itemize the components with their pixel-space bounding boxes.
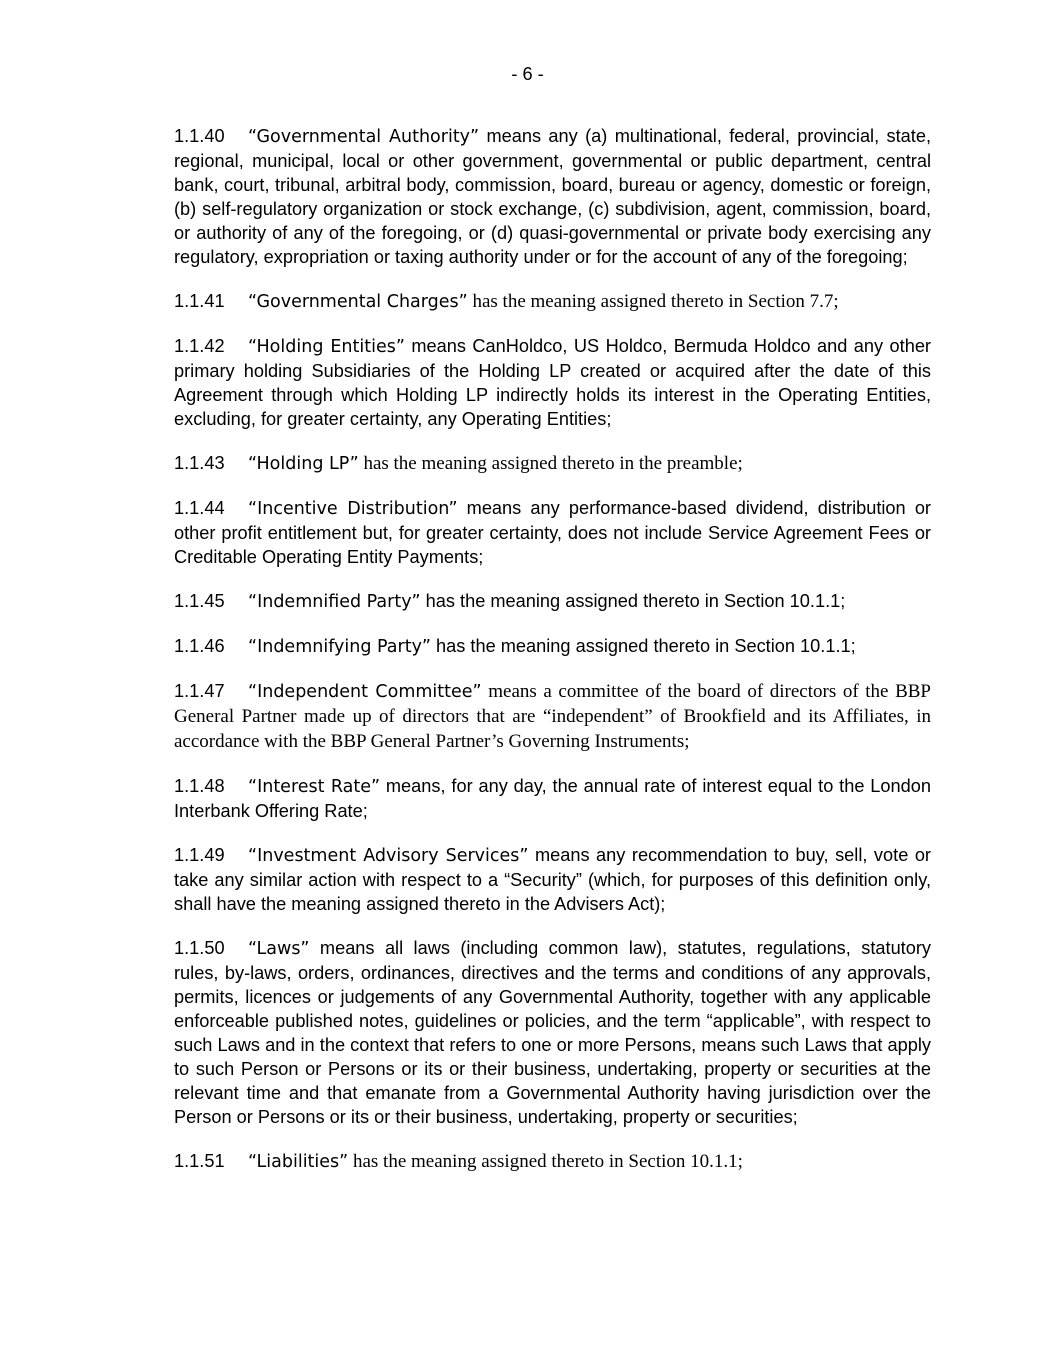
definition-number: 1.1.41 [174,291,225,311]
defined-term: “Incentive Distribution” [248,499,458,519]
definition-number: 1.1.50 [174,938,225,958]
definition-text: has the meaning assigned thereto in Section 7.7; [467,291,839,312]
page-number: - 6 - [511,64,544,84]
defined-term: “Interest Rate” [248,777,381,797]
definition-number: 1.1.44 [174,498,225,518]
definition-number: 1.1.48 [174,776,225,796]
defined-term: “Laws” [248,939,310,959]
definition-text: means a committee of the board of directors of the BBP General Partner made up of directors that are “independent” of Brookfield and its Affiliates, in accordance with the BBP General Partner’s Governing Instruments; [174,681,932,752]
definition-number: 1.1.40 [174,126,225,146]
definition-1-1-43 [174,451,931,476]
definition-1-1-48 [174,774,931,823]
definition-1-1-46 [174,634,931,659]
defined-term: “Independent Committee” [248,682,482,702]
defined-term: “Investment Advisory Services” [248,846,529,866]
definition-number: 1.1.47 [174,681,225,701]
definition-number: 1.1.51 [174,1151,225,1171]
definition-1-1-47 [174,679,931,754]
definition-text: has the meaning assigned thereto in Section 10.1.1; [420,591,846,611]
definition-text: has the meaning assigned thereto in the preamble; [358,453,743,474]
defined-term: “Holding LP” [248,454,359,474]
definition-1-1-50 [174,936,931,1129]
definition-1-1-42 [174,334,931,431]
definition-text: means CanHoldco, US Holdco, Bermuda Holdco and any other primary holding Subsidiaries of the Holding LP created or acquired after the date of this Agreement through which Holding LP indirectly holds its interest in the Operating Entities, excluding, for greater certainty, any Operating Entities; [174,336,931,429]
definition-text: means all laws (including common law), statutes, regulations, statutory rules, by-laws, orders, ordinances, directives and the terms and conditions of any approvals, permits, licences or judgements of any Governmental Authority, together with any applicable enforceable published notes, guidelines or policies, and the term “applicable”, with respect to such Laws and in the context that refers to one or more Persons, means such Laws that apply to such Person or Persons or its or their business, undertaking, property or securities at the relevant time and that emanate from a Governmental Authority having jurisdiction over the Person or Persons or its or their business, undertaking, property or securities; [174,938,931,1127]
defined-term: “Indemnified Party” [248,592,421,612]
definition-text: means any (a) multinational, federal, provincial, state, regional, municipal, local or other government, governmental or public department, central bank, court, tribunal, arbitral body, commission, board, bureau or agency, domestic or foreign, (b) self-regulatory organization or stock exchange, (c) subdivision, agent, commission, board, or authority of any of the foregoing, or (d) quasi-governmental or private body exercising any regulatory, expropriation or taxing authority under or for the account of any of the foregoing; [174,126,931,267]
definition-number: 1.1.49 [174,845,225,865]
definition-number: 1.1.46 [174,636,225,656]
defined-term: “Governmental Charges” [248,292,468,312]
definition-text: has the meaning assigned thereto in Section 10.1.1; [348,1151,743,1172]
definition-1-1-51 [174,1149,931,1174]
definition-text: means, for any day, the annual rate of interest equal to the London Interbank Offering Rate; [174,776,931,821]
definition-text: has the meaning assigned thereto in Section 10.1.1; [431,636,856,656]
definition-1-1-41 [174,289,931,314]
definition-text: means any recommendation to buy, sell, vote or take any similar action with respect to a “Security” (which, for purposes of this definition only, shall have the meaning assigned thereto in the Advisers Act); [174,845,931,914]
definition-1-1-45 [174,589,931,614]
definition-number: 1.1.42 [174,336,225,356]
defined-term: “Liabilities” [248,1152,349,1172]
definition-1-1-49 [174,843,931,916]
definition-text: means any performance-based dividend, distribution or other profit entitlement but, for greater certainty, does not include Service Agreement Fees or Creditable Operating Entity Payments; [174,498,931,567]
defined-term: “Indemnifying Party” [248,637,431,657]
definitions-list [174,124,931,1194]
definition-number: 1.1.45 [174,591,225,611]
definition-number: 1.1.43 [174,453,225,473]
defined-term: “Governmental Authority” [248,127,480,147]
defined-term: “Holding Entities” [248,337,405,357]
definition-1-1-40 [174,124,931,269]
definition-1-1-44 [174,496,931,569]
